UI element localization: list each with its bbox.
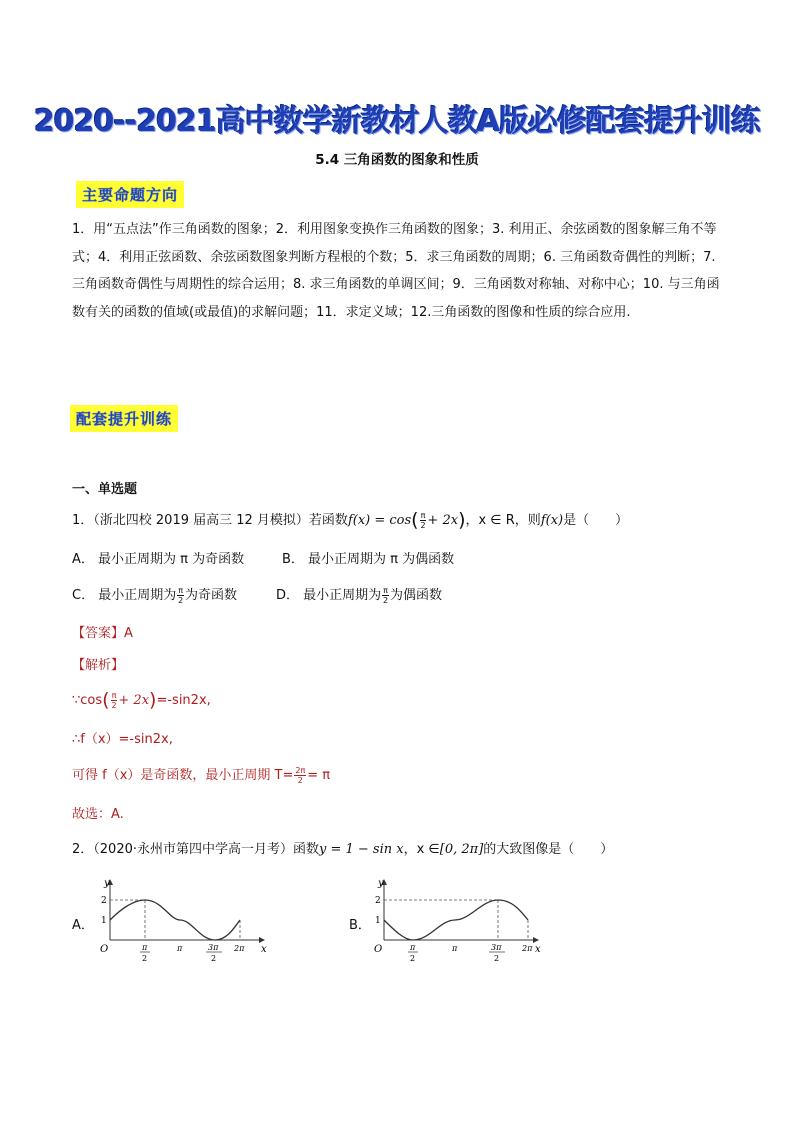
q1-option-c-frac-den: 2 [178, 596, 184, 605]
q1-stem-suffix: 是（ ） [563, 513, 629, 528]
y-label: y [378, 878, 384, 889]
q2-stem-prefix: 2．（2020·永州市第四中学高一月考）函数 [72, 842, 319, 857]
document-subtitle: 5.4 三角函数的图象和性质 [315, 152, 479, 168]
main-topics-text: 1．用“五点法”作三角函数的图象；2．利用图象变换作三角函数的图象；3. 利用正、余弦函数的图象解三角不等式；4．利用正弦函数、余弦函数图象判断方程根的个数；5．求三角函数的周期；6. 三角函数奇偶性的判断；7. 三角函数奇偶性与周期性的综合运用；8. 求三角函数的单调区间；9．三角函数对称轴、对称中心；10. 与三角函数有关的函数的值域(或最值)的求解问题；11．求定义域；12.三角函数的图像和性质的综合应用. [72, 222, 720, 320]
q1-option-c-frac-num: π [178, 586, 184, 595]
q1-stem-fx2: f(x) [540, 513, 564, 528]
x-tick-2pi: 2π [522, 944, 533, 953]
q1-solution-line4: 故选：A. [72, 807, 124, 822]
x-tick-half-pi-den: 2 [410, 954, 416, 963]
q1-sol3-frac [294, 766, 306, 785]
q1-sol1-tail: + 2x [118, 693, 150, 708]
q2-stem-interval: [0, 2π] [439, 842, 484, 857]
x-tick-3half-pi-num: 3π [491, 943, 502, 952]
q1-option-c-prefix: C． 最小正周期为 [72, 588, 177, 603]
q1-answer-value: A [124, 626, 133, 641]
y-tick-2: 2 [375, 896, 381, 906]
x-tick-3half-pi-num: 3π [208, 943, 219, 952]
q1-answer [72, 622, 133, 641]
section-heading-single-choice: 一、单选题 [72, 482, 138, 497]
y-tick-1: 1 [101, 916, 107, 926]
curve-a [110, 900, 240, 940]
q1-stem-prefix: 1．（浙北四校 2019 届高三 12 月模拟）若函数 [72, 513, 348, 528]
x-tick-2pi: 2π [234, 944, 245, 953]
q1-option-c[interactable] [72, 584, 237, 605]
y-tick-1: 1 [375, 916, 381, 926]
x-tick-half-pi-num: π [142, 943, 148, 952]
q1-option-d-prefix: D． 最小正周期为 [276, 588, 382, 603]
q1-stem-frac [420, 511, 427, 530]
origin-label: O [100, 944, 109, 955]
x-tick-3half-pi-den: 2 [494, 954, 500, 963]
q1-option-d-suffix: 为偶函数 [389, 588, 442, 603]
curve-b [384, 900, 528, 940]
x-tick-half-pi-num: π [410, 943, 416, 952]
main-topics-badge: 主要命题方向 [76, 181, 184, 208]
q1-option-b[interactable]: B． 最小正周期为 π 为偶函数 [282, 552, 455, 567]
q1-option-c-suffix: 为奇函数 [185, 588, 238, 603]
q1-sol3-frac-num: 2π [295, 766, 306, 775]
q1-stem-frac-den: 2 [420, 521, 426, 530]
q1-option-c-frac [177, 586, 184, 605]
q1-sol1-result: =-sin2x, [156, 693, 211, 708]
q1-sol3-suffix: = π [307, 768, 331, 783]
q2-stem-mid: ，x ∈ [403, 842, 440, 857]
q1-sol1-frac-den: 2 [111, 701, 117, 710]
q1-option-a[interactable]: A． 最小正周期为 π 为奇函数 [72, 552, 245, 567]
q1-stem-rparen: ) [458, 509, 466, 531]
q1-sol1-prefix: ∵cos [72, 693, 103, 708]
document-title: 2020--2021高中数学新教材人教A版必修配套提升训练 [33, 104, 761, 139]
q1-solution-line2: ∴f（x）=-sin2x, [72, 732, 173, 747]
q1-sol1-frac-num: π [111, 691, 117, 700]
x-tick-pi: π [452, 944, 458, 953]
q2-option-b-label[interactable]: B． [349, 918, 371, 933]
q1-option-d-frac [382, 586, 389, 605]
q1-option-d-frac-den: 2 [383, 596, 389, 605]
q1-sol3-prefix: 可得 f（x）是奇函数，最小正周期 T= [72, 768, 294, 783]
q2-stem-func: y = 1 − sin x [319, 842, 404, 857]
x-label: x [261, 944, 267, 955]
q1-sol1-rparen: ) [149, 689, 157, 711]
x-tick-half-pi-den: 2 [142, 954, 148, 963]
q2-stem [72, 838, 613, 857]
q1-solution-line1 [72, 689, 211, 711]
q1-stem-arg-tail: + 2x [427, 513, 459, 528]
q1-option-d-frac-num: π [383, 586, 388, 595]
x-tick-3half-pi-den: 2 [211, 954, 217, 963]
q1-solution-line3 [72, 764, 330, 785]
q1-stem-domain: ，x ∈ R，则 [465, 513, 541, 528]
q2-stem-suffix: 的大致图像是（ ） [483, 842, 614, 857]
q1-stem-fx: f(x) = cos [347, 513, 412, 528]
q1-stem-frac-num: π [420, 511, 426, 520]
q1-stem [72, 509, 628, 531]
q1-sol3-frac-den: 2 [297, 776, 303, 785]
q1-sol1-lparen: ( [102, 689, 110, 711]
practice-badge: 配套提升训练 [70, 405, 178, 432]
q1-analysis-label: 【解析】 [72, 658, 125, 673]
q1-answer-label: 【答案】 [72, 626, 125, 641]
q1-sol1-frac [111, 691, 118, 710]
y-tick-2: 2 [101, 896, 107, 906]
x-label: x [535, 944, 541, 955]
q2-graph-a[interactable] [96, 872, 276, 972]
q1-option-d[interactable] [276, 584, 442, 605]
q1-stem-lparen: ( [411, 509, 419, 531]
origin-label: O [374, 944, 383, 955]
x-tick-pi: π [177, 944, 183, 953]
y-label: y [104, 878, 110, 889]
q2-graph-b[interactable] [370, 872, 550, 972]
q2-option-a-label[interactable]: A． [72, 918, 94, 933]
